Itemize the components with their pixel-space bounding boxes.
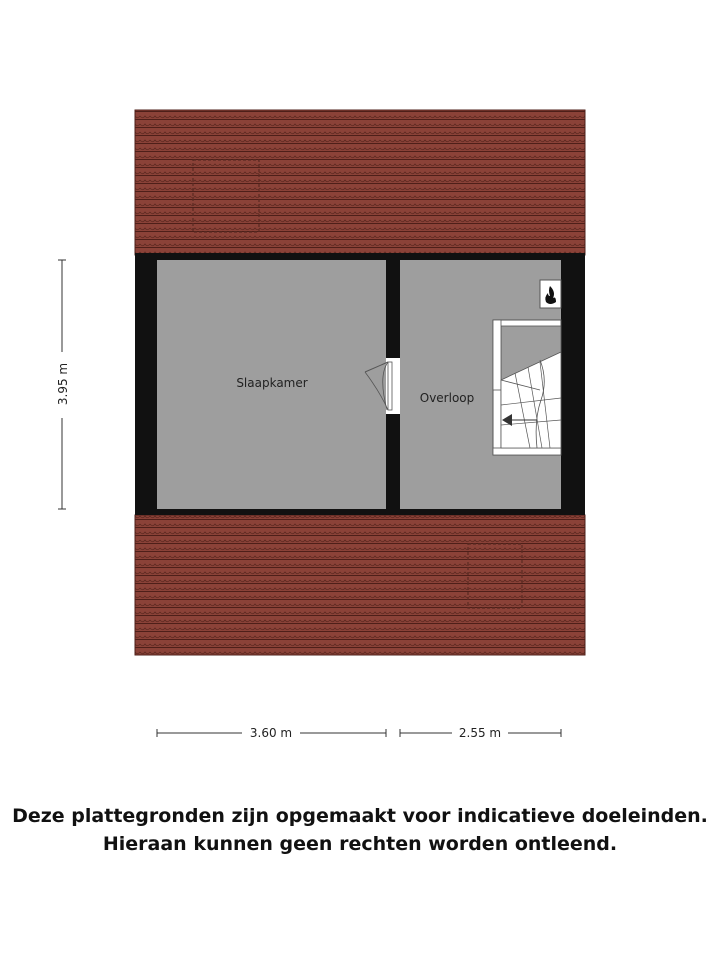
- dimension-width-left: [157, 726, 386, 740]
- staircase: [493, 320, 561, 455]
- room-label-landing: Overloop: [419, 391, 475, 405]
- roof-top: [135, 110, 585, 255]
- dimension-height-label: 3.95 m: [56, 362, 70, 406]
- room-label-bedroom: Slaapkamer: [236, 376, 308, 390]
- fire-icon: [540, 280, 561, 308]
- dimension-height: [56, 260, 70, 509]
- disclaimer-line-2: Hieraan kunnen geen rechten worden ontleend.: [102, 833, 618, 855]
- roof-bottom: [135, 515, 585, 655]
- dimension-width-right-label: 2.55 m: [458, 726, 502, 740]
- disclaimer-line-1: Deze plattegronden zijn opgemaakt voor indicatieve doeleinden.: [12, 805, 708, 827]
- dimension-width-right: [400, 726, 561, 740]
- dimension-width-left-label: 3.60 m: [249, 726, 293, 740]
